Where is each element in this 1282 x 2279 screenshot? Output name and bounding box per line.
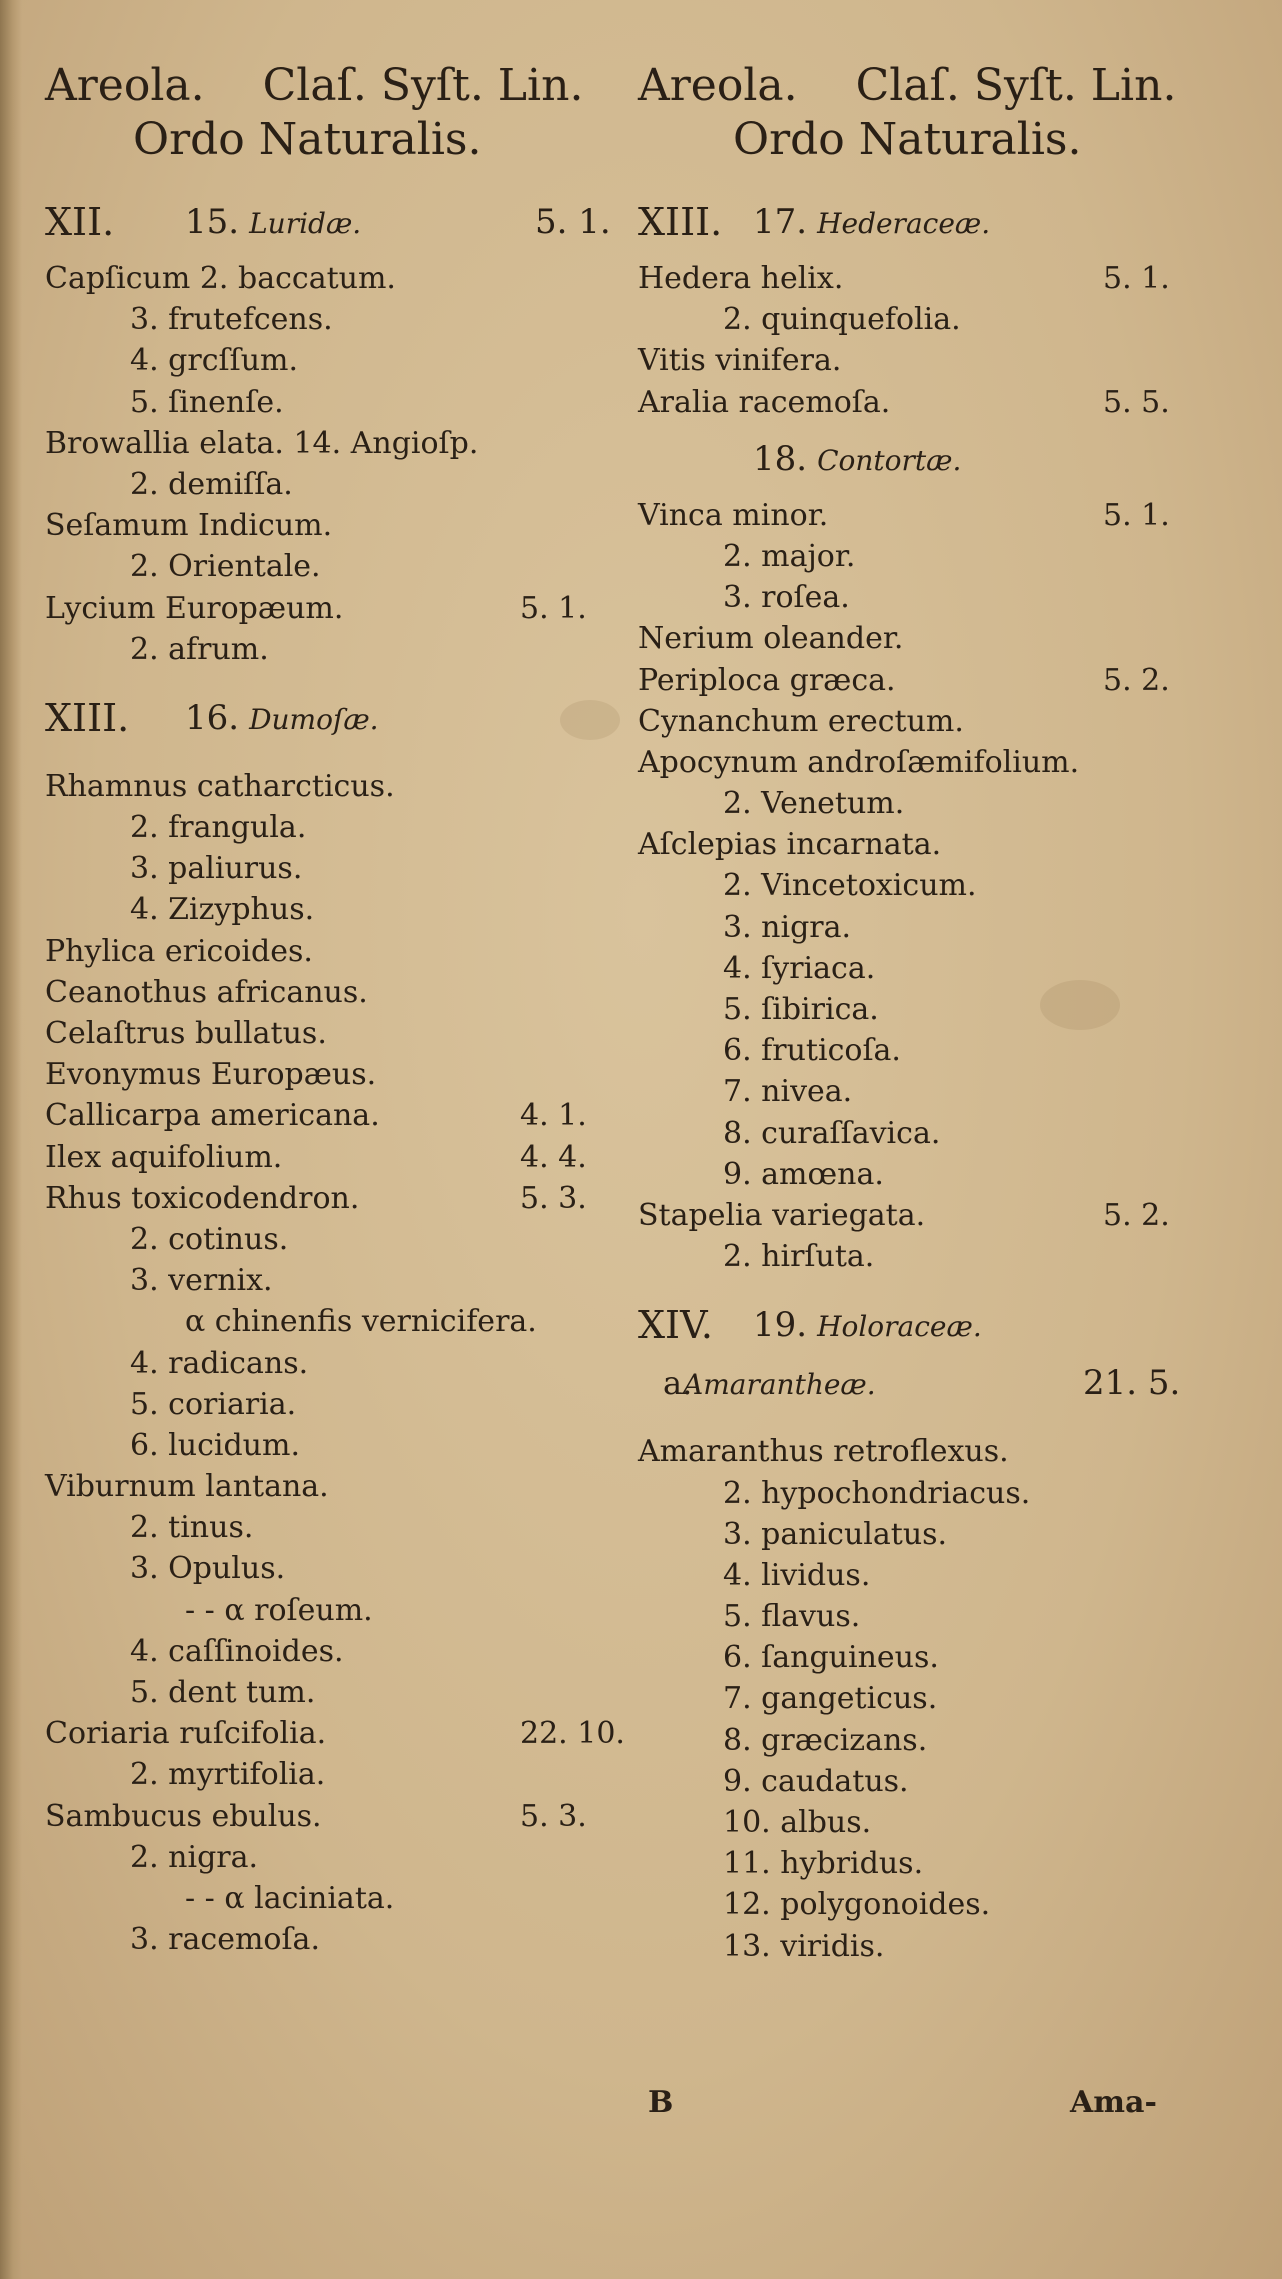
species-name: Periploca græca. [638,662,896,698]
species-name: Ilex aquifolium. [45,1139,283,1175]
species-name: Nerium oleander. [638,621,904,657]
species-entry [45,1013,605,1054]
species-entry [45,588,605,629]
species-entry [638,1431,1208,1472]
species-entry [638,824,1208,865]
species-name: - - α roſeum. [185,1592,373,1628]
species-name: 11. hybridus. [723,1846,924,1882]
species-name: 2. major. [723,538,856,574]
right-section-2-list [638,495,1208,1278]
species-name: 2. quinquefolia. [723,302,961,338]
species-entry [45,1260,605,1301]
species-name: 9. caudatus. [723,1763,909,1799]
species-entry [45,1054,605,1095]
species-entry [45,1425,605,1466]
right-section-heading [638,200,1208,244]
species-name: 8. curaſſavica. [723,1115,941,1151]
left-header-line1 [45,60,605,112]
species-entry [45,889,605,930]
species-name: Hedera helix. [638,261,844,296]
right-header-areola: Areola. [638,60,798,111]
left-section-2-list [45,766,625,1960]
species-name: Aralia racemoſa. [638,384,891,420]
species-name: 3. roſea. [723,580,850,616]
species-entry [45,1178,605,1219]
class-numbers: 5. 5. [1103,384,1170,420]
species-entry [45,464,605,505]
species-name: Coriaria ruſcifolia. [45,1716,327,1752]
species-name: 2. Vincetoxicum. [723,868,977,904]
species-entry [45,1507,605,1548]
species-entry [638,299,1208,340]
species-entry [638,701,1208,742]
left-header-ordo: Ordo Naturalis. [133,114,482,165]
species-entry [45,299,605,340]
species-name: Lycium Europæum. [45,590,344,626]
species-name: 4. caſſinoides. [130,1633,344,1669]
species-name: Sambucus ebulus. [45,1798,322,1834]
species-entry [638,865,1208,906]
right-section-heading [638,1303,1208,1347]
species-name: 8. græcizans. [723,1722,928,1758]
species-name: 5. coriaria. [130,1386,297,1422]
species-entry [45,1796,605,1837]
species-entry [45,931,605,972]
species-name: Viburnum lantana. [45,1469,329,1505]
species-entry [45,1343,605,1384]
species-name: α chinenfis vernicifera. [185,1304,537,1340]
species-entry [638,1802,1208,1843]
section-number: XIV. [638,1303,713,1348]
species-name: 5. dent tum. [130,1675,316,1710]
species-entry [638,1720,1208,1761]
subsection-letter: a. [663,1364,693,1403]
section-number: XII. [45,200,115,244]
species-name: 2. Orientale. [130,549,321,585]
ordo-name: Luridæ. [249,207,362,240]
species-entry [638,948,1208,989]
subsection-name [673,1361,876,1407]
class-numbers: 22. 10. [520,1716,625,1752]
species-name: 4. ſyriaca. [723,950,876,986]
species-name: 5. flavus. [723,1599,861,1635]
ordo-number: 19. Holoraceæ. [753,1305,982,1346]
class-numbers: 4. 1. [520,1098,587,1134]
species-entry [45,505,605,546]
species-entry [638,1761,1208,1802]
right-header-ordo: Ordo Naturalis. [733,114,1082,165]
class-numbers: 21. 5. [1083,1363,1181,1404]
species-entry [638,1113,1208,1154]
species-name: Vinca minor. [638,497,829,533]
ordo-name: Amarantheæ. [683,1368,876,1402]
species-entry [638,536,1208,577]
species-entry [638,258,1208,299]
species-name: 3. frutefcens. [130,302,333,338]
species-name: 4. lividus. [723,1557,871,1593]
species-name: Amaranthus retroflexus. [638,1434,1009,1470]
species-name: 4. radicans. [130,1345,309,1381]
right-section-1-list [638,258,1208,423]
class-numbers: 4. 4. [520,1139,587,1175]
page-binding-edge [0,0,22,2279]
species-entry [638,1236,1208,1277]
ordo-name: Hederaceæ. [817,207,991,240]
species-entry [638,1071,1208,1112]
species-entry [638,989,1208,1030]
species-name: 2. hypochondriacus. [723,1475,1031,1511]
species-entry [45,766,605,807]
species-name: Callicarpa americana. [45,1098,380,1134]
species-name: Stapelia variegata. [638,1197,926,1233]
species-entry [45,629,605,670]
species-name: 6. lucidum. [130,1427,300,1463]
species-entry [45,848,605,889]
ordo-number: 18. Contortæ. [753,438,962,479]
species-name: 13. viridis. [723,1928,885,1964]
species-name: 2. frangula. [130,810,307,846]
section-number: XIII. [45,695,130,740]
species-name: Apocynum androſæmifolium. [638,744,1080,780]
species-name: 2. cotinus. [130,1221,289,1257]
species-entry [45,1590,605,1631]
right-column [638,60,1208,1967]
signature-mark: B [648,2085,674,2120]
left-section-1-list [45,258,605,670]
species-entry [45,340,605,381]
species-name: 2. Venetum. [723,786,905,822]
species-name: 3. paliurus. [130,851,303,887]
right-subsection-heading [638,437,1208,481]
species-entry [45,1754,605,1795]
species-entry [638,660,1208,701]
species-name: - - α laciniata. [185,1880,395,1916]
species-name: Ceanothus africanus. [45,974,368,1010]
species-name: Vitis vinifera. [638,343,842,379]
class-numbers: 5. 1. [520,590,587,626]
species-entry [45,1219,605,1260]
species-entry [638,1514,1208,1555]
species-entry [638,907,1208,948]
species-name: 3. vernix. [130,1263,273,1299]
species-entry [638,1195,1208,1236]
species-entry [638,1030,1208,1071]
species-name: 5. ſinenſe. [130,384,284,420]
species-entry [638,1637,1208,1678]
species-entry [45,1095,605,1136]
species-entry [638,1843,1208,1884]
right-subsection-heading [638,1361,1208,1405]
species-entry [45,1466,605,1507]
species-entry [638,1154,1208,1195]
left-header-class: Claſ. Syſt. Lin. [262,60,584,111]
left-header-areola: Areola. [45,60,205,111]
species-entry [45,258,605,299]
species-name: Rhamnus catharcticus. [45,768,395,804]
species-name: 2. hirſuta. [723,1239,875,1275]
species-name: 6. ſanguineus. [723,1640,939,1676]
species-name: Evonymus Europæus. [45,1057,377,1093]
ordo-name: Contortæ. [817,443,962,477]
ordo-number: 16. Dumoſæ. [185,697,379,738]
species-entry [638,1473,1208,1514]
class-numbers: 5. 1. [1103,261,1170,296]
species-entry [45,1548,605,1589]
left-section-heading [45,696,605,740]
species-entry [638,1926,1208,1967]
species-entry [45,1631,605,1672]
class-numbers: 5. 3. [520,1180,587,1216]
right-header-class: Claſ. Syſt. Lin. [855,60,1177,111]
species-name: 7. gangeticus. [723,1681,938,1717]
species-entry [45,382,605,423]
left-column [45,60,625,1960]
species-entry [45,1672,605,1713]
species-name: Rhus toxicodendron. [45,1180,360,1216]
species-entry [638,495,1208,536]
species-entry [638,618,1208,659]
species-entry [45,546,605,587]
ordo-number: 17. Hederaceæ. [753,202,991,242]
species-name: Cynanchum erectum. [638,703,964,739]
species-name: 2. tinus. [130,1510,254,1546]
species-name: 4. grcſſum. [130,343,299,379]
species-name: 5. ſibirica. [723,992,879,1027]
species-name: 4. Zizyphus. [130,892,315,928]
species-name: Phylica ericoides. [45,933,313,969]
species-name: 2. myrtifolia. [130,1757,326,1793]
species-name: 6. fruticoſa. [723,1033,901,1069]
species-entry [638,742,1208,783]
species-entry [45,1137,605,1178]
ordo-name: Dumoſæ. [249,702,379,736]
species-entry [638,1555,1208,1596]
species-entry [45,1713,625,1754]
species-name: Aſclepias incarnata. [638,827,942,863]
species-entry [638,577,1208,618]
class-numbers: 5. 1. [535,202,611,242]
catchword: Ama- [1070,2085,1157,2120]
species-entry [45,807,605,848]
species-entry [638,340,1208,381]
species-name: 3. nigra. [723,909,852,945]
section-number: XIII. [638,200,723,244]
species-name: 2. demiſſa. [130,466,293,502]
species-entry [45,423,605,464]
species-entry [45,1837,605,1878]
species-entry [45,1878,605,1919]
ordo-number: 15. Luridæ. [185,202,362,242]
species-name: 7. nivea. [723,1074,853,1110]
species-name: Seſamum Indicum. [45,508,333,544]
class-numbers: 5. 1. [1103,497,1170,533]
species-name: 10. albus. [723,1805,872,1840]
species-name: Browallia elata. 14. Angioſp. [45,425,479,461]
species-entry [45,1384,605,1425]
species-entry [638,1884,1208,1925]
species-entry [638,1678,1208,1719]
species-entry [45,1919,605,1960]
right-section-4-list [638,1431,1208,1966]
species-entry [638,382,1208,423]
species-name: 3. paniculatus. [723,1516,948,1552]
ordo-name: Holoraceæ. [817,1310,982,1344]
species-name: Celaſtrus bullatus. [45,1016,327,1051]
species-name: 2. afrum. [130,631,269,667]
species-entry [45,1301,605,1342]
species-name: 12. polygonoides. [723,1887,991,1923]
left-section-heading [45,200,611,244]
species-name: 2. nigra. [130,1839,259,1875]
species-name: 9. amœna. [723,1156,884,1192]
species-entry [638,1596,1208,1637]
species-name: Capſicum 2. baccatum. [45,261,396,296]
species-name: 3. Opulus. [130,1551,286,1587]
right-header-line1 [638,60,1208,112]
species-entry [45,972,605,1013]
species-name: 3. racemoſa. [130,1922,320,1958]
class-numbers: 5. 2. [1103,1197,1170,1233]
species-entry [638,783,1208,824]
class-numbers: 5. 2. [1103,662,1170,698]
class-numbers: 5. 3. [520,1798,587,1834]
